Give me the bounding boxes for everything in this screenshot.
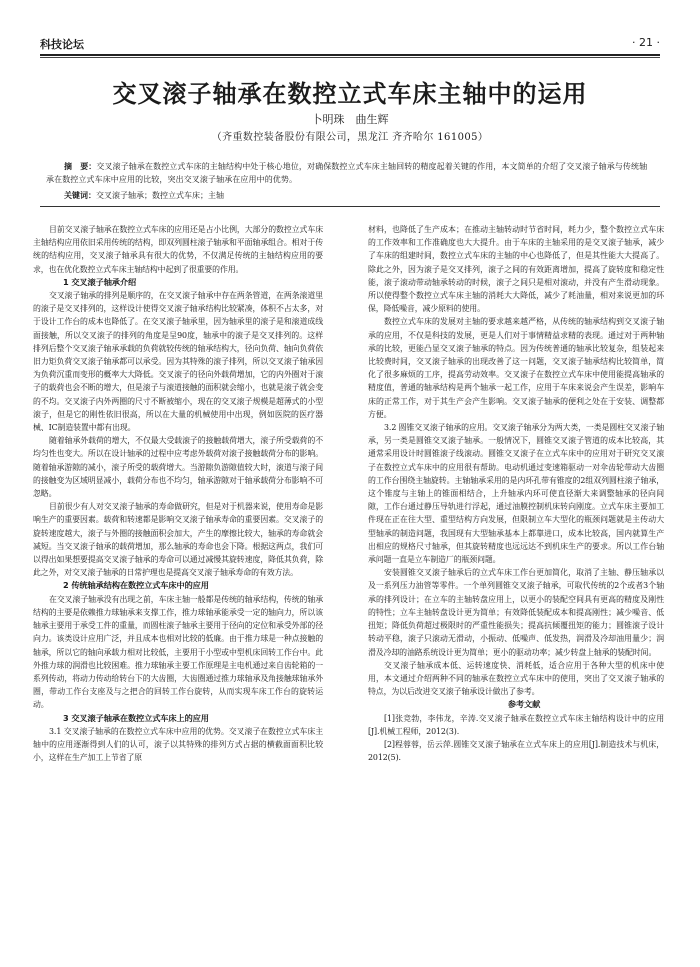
journal-name: 科技论坛: [40, 38, 84, 51]
body-paragraph: 交叉滚子轴承的排列是顺序的，在交叉滚子轴承中存在两条管道，在两条滚道里的滚子是交叉排列的，这样设计使得交叉滚子轴承结构比较紧凑，体积不占太多，对于设计工作台的成本也降低了。在交叉滚子轴承里，因为轴承里的滚子是和滚道成线面接触，所以交叉滚子的排列的角度是呈90度，轴承中的滚子是交叉排列的。这样排列后整个交叉滚子轴承承载的负荷就较传统的轴承结构大，径向负荷、轴向负荷依旧力矩负荷交叉滚子轴承都可以承受。因为其特殊的滚子排列，所以交叉滚子轴承因为负荷沉重而变形的概率大大降低。交叉滚子的径向外载荷增加，它的内外圈对于滚子的载荷也会不断的增大，但是滚子与滚道接触的面积就会缩小，也就是滚子就会变的不均。交叉滚子内外两圈的尺寸不断被缩小，现在的交叉滚子规模是超薄式的小型滚子，但是它的刚性依旧很高，所以在大量的机械使用中出现，例如医院的医疗器械、IC制造装置中都有出现。: [33, 291, 323, 433]
body-paragraph: 3.1 交叉滚子轴承的在数控立式车床中应用的优势。交叉滚子在数控立式车床主轴中的应用逐渐得到人们的认可，滚子以其特殊的排列方式占据的横截面面积比较小，这样在生产加工上节省了原: [33, 726, 323, 763]
abstract: [46, 160, 654, 186]
article-authors: 卜明珠 曲生辉: [311, 113, 389, 126]
keywords-label: 关键词：: [64, 191, 96, 200]
body-paragraph: 随着轴承外载荷的增大，不仅最大受载滚子的接触载荷增大，滚子所受载荷的不均匀性也变大。所以在设计轴承的过程中应考虑外载荷对滚子接触载荷分布的影响。随着轴承游隙的减小，滚子所受的载荷增大。当游隙负游隙值较大时，滚道与滚子间的接触变为区域明显减小，载荷分布也不均匀，轴承游隙对于轴承载荷分布影响不可忽略。: [33, 436, 323, 499]
body-column-right: [368, 223, 664, 955]
keywords: [64, 189, 654, 202]
reference-item: [1]张竞勃，李伟龙，辛涛.交叉滚子轴承在数控立式车床主轴结构设计中的应用[J].机械工程师，2012(3).: [368, 713, 664, 736]
reference-item: [2]程蓉蓉，岳云萍.圆锥交叉滚子轴承在立式车床上的应用[J].制造技术与机床，2012(5).: [368, 739, 664, 763]
body-paragraph: 在交叉滚子轴承没有出现之前，车床主轴一般都是传统的轴承结构，传统的轴承结构的主要是依赖推力球轴承来支撑工作，推力球轴承能承受一定的轴向力，所以该轴承主要用于承受工件的重量，而圆柱滚子轴承主要用于径向的定位和承受外部的径向力。该类设计应用广泛，并且成本也相对比较的低廉。由于推力球是一种点接触的轴承，所以它的轴向承载力相对比较低，主要用于小型或中型机床回转工作台中。此外推力球的润滑也比较困难。推力球轴承主要工作原理是主电机通过来自齿轮箱的一系列传动，将动力传动给转台下的大齿圈，大齿圈通过推力球轴承及角接触球轴承外圈，带动工作台支座及与之把合的回转工作台旋转，从而实现车床工作台的旋转运动。: [33, 594, 323, 710]
running-header: [40, 36, 660, 52]
abstract-divider: [40, 206, 660, 207]
abstract-text: 交叉滚子轴承在数控立式车床的主轴结构中处于核心地位，对确保数控立式车床主轴回转的精度起着关键的作用，本文简单的介绍了交叉滚子轴承与传统轴承在数控立式车床中应用的比较，突出交叉滚子轴承在应用中的优势。: [46, 162, 648, 184]
body-paragraph: 目前很少有人对交叉滚子轴承的寿命做研究，但是对于机器来说，使用寿命是影响生产的重要因素。载荷和转速都是影响交叉滚子轴承寿命的重要因素。交叉滚子的旋转速度越大，滚子与外圈的接触面积会加大，产生的摩擦比较大，轴承的寿命就会减短。当交叉滚子轴承的载荷增加，那么轴承的寿命也会下降。根据这两点，我们可以得出如果想要提高交叉滚子轴承的寿命可以通过减慢其旋转速度，降低其负荷，除此之外，对交叉滚子轴承的日常护理也是提高交叉滚子轴承寿命的有效方法。: [33, 502, 323, 578]
section-heading: 1 交叉滚子轴承介绍: [63, 276, 137, 287]
body-paragraph: 目前交叉滚子轴承在数控立式车床的应用还是占小比例，大部分的数控立式车床主轴结构应用依旧采用传统的结构，即双列圆柱滚子轴承和平面轴承组合。相对于传统的结构应用，交叉滚子轴承具有很大的优势，不仅满足传统的主轴结构应用的要求，也在优化数控立式车床主轴结构中起到了很重要的作用。: [33, 225, 323, 274]
keywords-text: 交叉滚子轴承；数控立式车床；主轴: [96, 191, 224, 200]
header-rule-thick: [40, 54, 660, 56]
body-column-left: [33, 223, 323, 955]
body-paragraph: 安装圆锥交叉滚子轴承后的立式车床工作台更加简化，取消了主轴、静压轴承以及一系列压力油管等零件。一个单列圆锥交叉滚子轴承，可取代传统的2个或者3个轴承的排列设计；在立车的主轴转盘应用上，以更小的装配空间具有更高的精度及刚性的特性；立车主轴转盘设计更为简单；有效降低装配成本和提高刚性；减少噪音、低扭矩；降低负荷超过极限时的严重性能损失；提高抗倾覆扭矩的能力；圆锥滚子设计转动平稳，滚子只滚动无滑动，小振动、低噪声、低发热，润滑及冷却油用量少；润滑及冷却的油路系统设计更为简单；更小的驱动功率；减少转盘上轴承的装配时间。: [368, 568, 664, 657]
references-heading: 参考文献: [507, 699, 541, 710]
body-paragraph: 数控立式车床的发展对主轴的要求越来越严格，从传统的轴承结构到交叉滚子轴承的应用，不仅是科技的发展，更是人们对于事情精益求精的表现。通过对于两种轴承的比较，更能凸显交叉滚子轴承的特点。因为传统普通的轴承比较复杂，组装起来比较费时间，交叉滚子轴承的出现改善了这一问题，交叉滚子轴承结构比较简单，简化了很多麻烦的工序，提高劳动效率。交叉滚子在数控立式车床中使用能提高轴承的精度值，普通的轴承结构是两个轴承一起工作，应用于车床来说会产生误差，影响车床的正常工作，对于其生产会产生影响。交叉滚子轴承的便利之处在于安装、调整都方便。: [368, 317, 664, 419]
article-title: 交叉滚子轴承在数控立式车床主轴中的运用: [112, 80, 588, 108]
section-heading: 3 交叉滚子轴承在数控立式车床上的应用: [63, 712, 209, 723]
abstract-label: 摘 要：: [64, 162, 97, 171]
section-heading: 2 传统轴承结构在数控立式车床中的应用: [63, 580, 209, 591]
header-rule-thin: [40, 57, 660, 58]
body-paragraph: 3.2 圆锥交叉滚子轴承的应用。交叉滚子轴承分为两大类，一类是圆柱交叉滚子轴承，另一类是圆锥交叉滚子轴承。一般情况下，圆锥交叉滚子管道的成本比较高，其通常采用设计时圆锥滚子线滚动。圆锥交叉滚子在立式车床中的应用对于研究交叉滚子在数控立式车床中的应用很有帮助。电动机通过变速箱驱动一对伞齿轮带动大齿圈的工作台围绕主轴旋转。主轴轴承采用的是内环孔带有锥度的2组双列圆柱滚子轴承，这个锥度与主轴上的锥面相结合，上升轴承内环可使直径渐大来调整轴承的径向间隙，工作台通过静压导轨进行浮起，通过油膜控制机床转向刚度。立式车床主要加工件现在正在往大型、重型结构方向发展，但限制立车大型化的瓶颈问题就是主传动大型轴承的制造问题，我国现有大型轴承基本上都靠进口，成本比较高，国内就算生产出相应的规格尺寸轴承，但其旋转精度也远远达不到机床生产的要求。所以工作台轴承问题一直是立车制造厂的瓶颈问题。: [368, 423, 664, 565]
page-number: · 21 ·: [632, 36, 660, 49]
author-affiliation: （齐重数控装备股份有限公司，黑龙江 齐齐哈尔 161005）: [211, 132, 489, 143]
body-paragraph: 材料，也降低了生产成本；在推动主轴转动时节省时间，耗力少，整个数控立式车床的工作效率和工作准确度也大大提升。由于车床的主轴采用的是交叉滚子轴承，减少了车床的组建时间，数控立式车床的主轴的中心也降低了，但是其性能大大提高了。除此之外，因为滚子是交叉排列，滚子之间的有效距离增加，提高了旋转度和稳定性能，滚子滚动带动轴承转动的时候，滚子之间只是相对滚动，并没有产生滑动现象。所以使得整个数控立式车床主轴的消耗大大降低，减少了耗油量，相对来说更加的环保，降低噪音，减少原料的使用。: [368, 225, 664, 314]
body-paragraph: 交叉滚子轴承成本低、运转速度快、消耗低，适合应用于各种大型的机床中使用，本文通过介绍两种不同的轴承在数控立式车床中的使用，突出了交叉滚子轴承的特点，为以后改进交叉滚子轴承设计做出了参考。: [368, 660, 664, 697]
